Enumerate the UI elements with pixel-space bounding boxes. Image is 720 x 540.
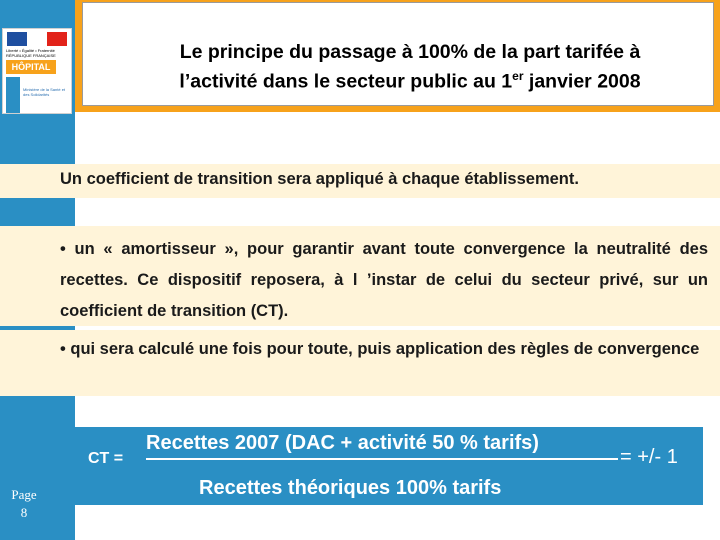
bullet-amortisseur: • un « amortisseur », pour garantir avant toute convergence la neutralité des recettes. Ce dispositif reposera, à l ’instar de celui du secteur privé, sur un coefficient de transition (CT). <box>60 240 708 320</box>
french-flag-icon <box>7 32 67 46</box>
bullet-calcul: • qui sera calculé une fois pour toute, puis application des règles de convergence <box>60 340 700 358</box>
hopital-2007-badge: HÔPITAL 2007 <box>6 60 56 74</box>
ct-label: CT = <box>88 450 124 467</box>
title-superscript: er <box>512 69 524 83</box>
formula-numerator: Recettes 2007 (DAC + activité 50 % tarifs) <box>146 432 539 454</box>
republic-text: Liberté • Égalité • Fraternité RÉPUBLIQUE FRANÇAISE <box>6 48 56 58</box>
fraction-line <box>146 458 618 460</box>
title-line2: l’activité dans le secteur public au 1 <box>179 70 513 93</box>
page-label: Page <box>11 487 37 502</box>
title-line1: Le principe du passage à 100% de la part tarifée à <box>179 41 641 63</box>
page-title <box>110 40 710 94</box>
formula-denominator: Recettes théoriques 100% tarifs <box>199 477 502 499</box>
t2a-badge <box>6 77 20 113</box>
page-number-value: 8 <box>20 505 28 520</box>
intro-text: Un coefficient de transition sera appliqué à chaque établissement. <box>60 170 579 188</box>
ministry-text: Ministère de la Santé et des Solidarités <box>23 87 66 97</box>
page-number <box>4 486 44 522</box>
logo <box>2 28 72 114</box>
formula-result: = +/- 1 <box>620 446 678 468</box>
title-line2-end: janvier 2008 <box>523 70 641 93</box>
